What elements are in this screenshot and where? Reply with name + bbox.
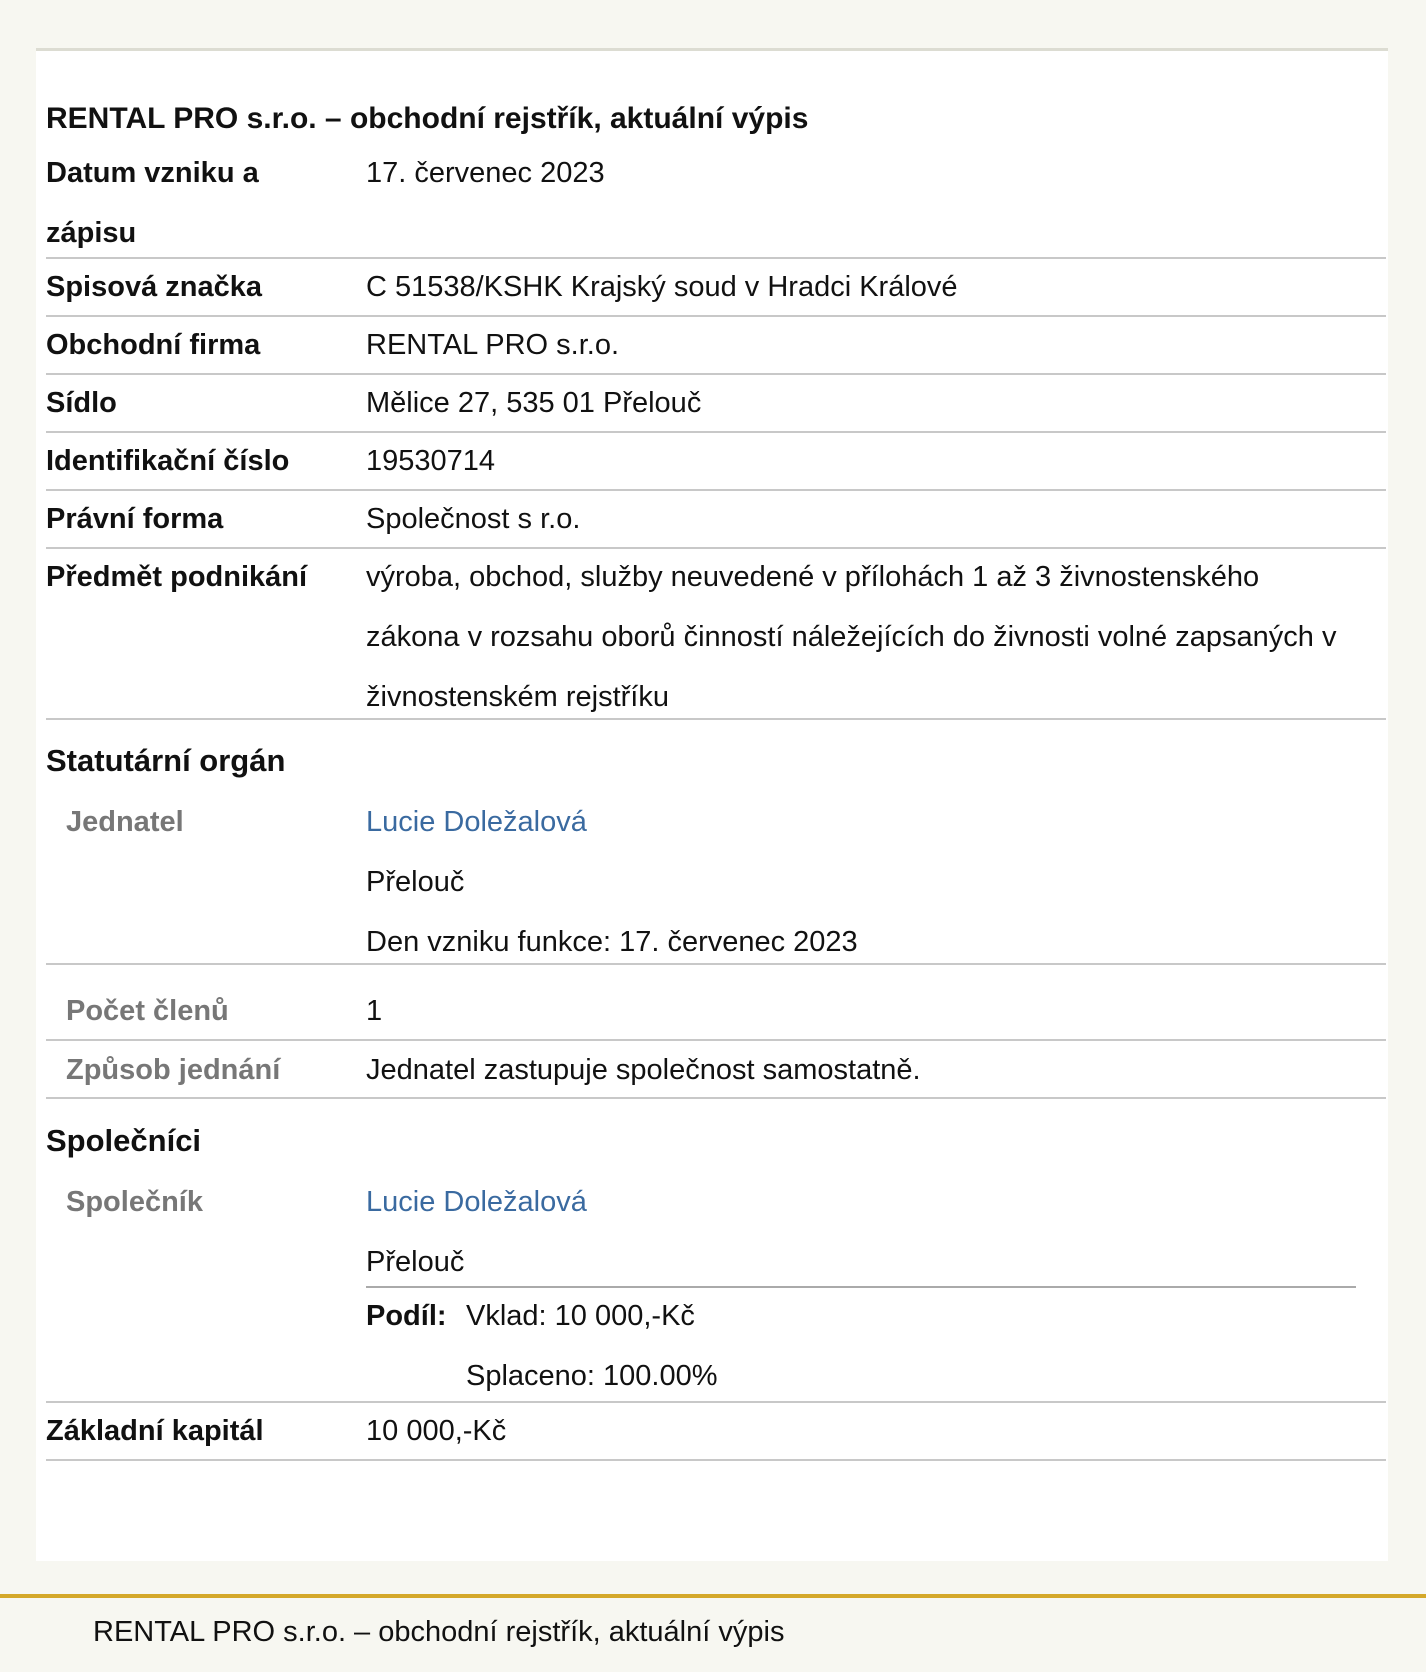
row-obchodni-firma	[46, 316, 1386, 375]
value-identifikacni-cislo: 19530714	[366, 445, 496, 477]
label-zpusob-jednani: Způsob jednání	[66, 1054, 281, 1086]
label-obchodni-firma: Obchodní firma	[46, 329, 261, 361]
label-pravni-forma: Právní forma	[46, 503, 224, 535]
value-zpusob-jednani: Jednatel zastupuje společnost samostatně.	[366, 1054, 921, 1086]
row-sidlo	[46, 374, 1386, 433]
label-jednatel: Jednatel	[66, 806, 184, 838]
label-spisova-znacka: Spisová značka	[46, 271, 262, 303]
label-identifikacni-cislo: Identifikační číslo	[46, 445, 290, 477]
row-zpusob-jednani	[46, 1040, 1386, 1099]
row-identifikacni-cislo	[46, 432, 1386, 491]
label-pocet-clenu: Počet členů	[66, 995, 229, 1027]
value-sidlo: Mělice 27, 535 01 Přelouč	[366, 387, 702, 419]
row-zakladni-kapital	[46, 1402, 1386, 1461]
value-zakladni-kapital: 10 000,-Kč	[366, 1415, 507, 1447]
row-pocet-clenu	[46, 964, 1386, 1041]
row-pravni-forma	[46, 490, 1386, 549]
value-obchodni-firma: RENTAL PRO s.r.o.	[366, 329, 619, 361]
label-zakladni-kapital: Základní kapitál	[46, 1415, 264, 1447]
jednatel-since: Den vzniku funkce: 17. červenec 2023	[366, 926, 858, 958]
label-podil: Podíl:	[366, 1300, 447, 1332]
label-spolecnik: Společník	[66, 1186, 203, 1218]
label-predmet-podnikani: Předmět podnikání	[46, 561, 308, 593]
podil-vklad: Vklad: 10 000,-Kč	[466, 1300, 695, 1332]
value-datum-vzniku: 17. červenec 2023	[366, 157, 605, 189]
value-spisova-znacka: C 51538/KSHK Krajský soud v Hradci Králové	[366, 271, 958, 303]
label-sidlo: Sídlo	[46, 387, 117, 419]
section-spolecnici: Společníci	[46, 1123, 202, 1158]
row-datum-vzniku	[46, 143, 1386, 259]
row-predmet-podnikani	[46, 548, 1386, 720]
section-statutarni-organ: Statutární orgán	[46, 743, 286, 778]
footer-title: RENTAL PRO s.r.o. – obchodní rejstřík, aktuální výpis	[93, 1616, 785, 1648]
value-pocet-clenu: 1	[366, 995, 383, 1027]
spolecnik-city: Přelouč	[366, 1246, 465, 1278]
page-footer	[0, 1594, 1426, 1672]
spolecnik-name-link[interactable]: Lucie Doležalová	[366, 1186, 587, 1218]
value-spolecnik	[366, 1172, 1381, 1292]
value-jednatel	[366, 792, 1381, 972]
podil-splaceno: Splaceno: 100.00%	[466, 1360, 718, 1392]
value-predmet-podnikani: výroba, obchod, služby neuvedené v přílohách 1 až 3 živnostenského zákona v rozsahu oborů činností náležejících do živnosti volné zapsaných v živnostenském rejstříku	[366, 561, 1337, 713]
jednatel-name-link[interactable]: Lucie Doležalová	[366, 806, 587, 838]
label-datum-vzniku: Datum vzniku a zápisu	[46, 157, 259, 249]
row-spisova-znacka	[46, 258, 1386, 317]
value-pravni-forma: Společnost s r.o.	[366, 503, 581, 535]
jednatel-city: Přelouč	[366, 866, 465, 898]
document-title: RENTAL PRO s.r.o. – obchodní rejstřík, aktuální výpis	[46, 102, 809, 135]
row-jednatel	[46, 792, 1386, 965]
register-extract-card	[36, 51, 1388, 1561]
value-podil	[466, 1286, 718, 1406]
